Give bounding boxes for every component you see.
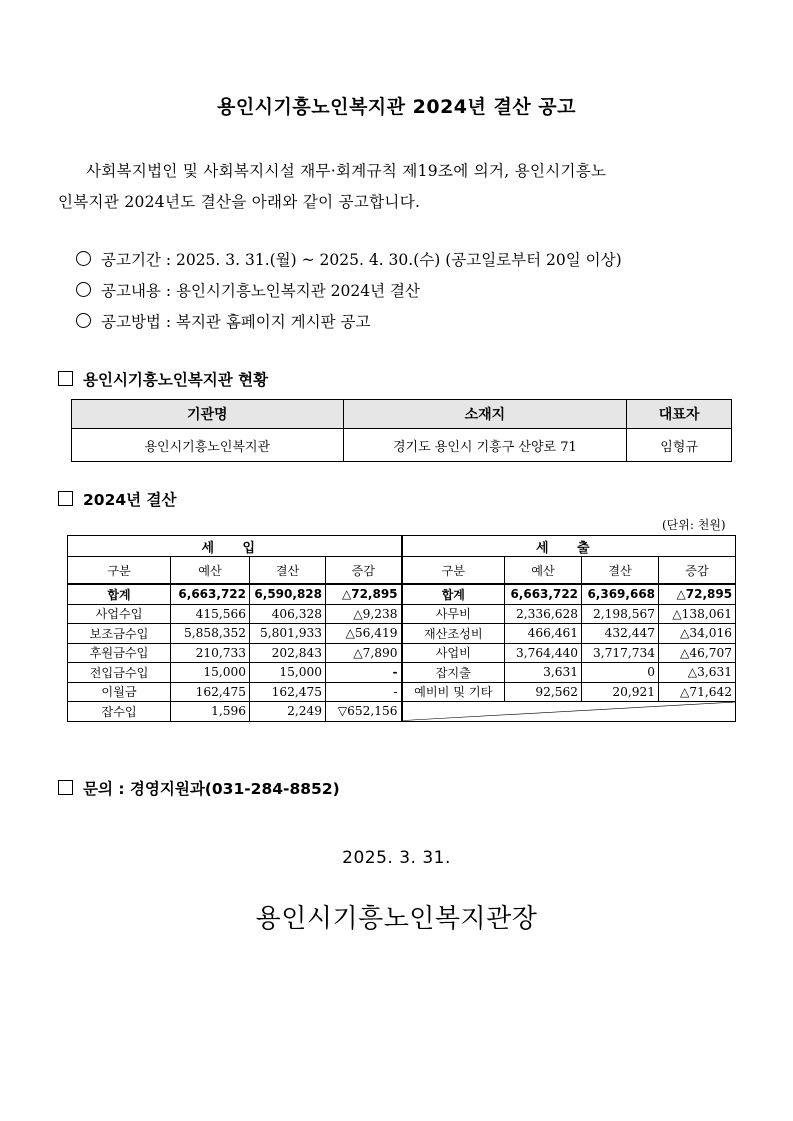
table-cell: 합계 — [68, 584, 171, 604]
income-header: 세 입 — [68, 536, 402, 557]
table-cell: 2,336,628 — [505, 604, 582, 624]
square-bullet-icon — [58, 491, 73, 506]
table-cell: 전입금수입 — [68, 663, 171, 683]
table-cell: 경기도 용인시 기흥구 산양로 71 — [343, 429, 627, 462]
column-header: 예산 — [505, 557, 582, 585]
column-header: 결산 — [250, 557, 326, 585]
table-cell: 사업비 — [402, 643, 505, 663]
table-row — [68, 624, 736, 644]
table-cell: △72,895 — [659, 584, 736, 604]
table-cell: △7,890 — [326, 643, 402, 663]
settlement-table — [67, 535, 736, 722]
table-cell: 3,717,734 — [582, 643, 659, 663]
table-cell: 후원금수입 — [68, 643, 171, 663]
table-cell: 용인시기흥노인복지관 — [72, 429, 344, 462]
diagonal-line — [403, 702, 736, 721]
column-header: 예산 — [171, 557, 250, 585]
header-cell: 기관명 — [72, 400, 344, 429]
intro-line-2: 인복지관 2024년도 결산을 아래와 같이 공고합니다. — [58, 193, 421, 211]
facility-heading: 용인시기흥노인복지관 현황 — [58, 368, 268, 390]
expense-header: 세 출 — [402, 536, 736, 557]
header-cell: 대표자 — [627, 400, 732, 429]
column-header: 결산 — [582, 557, 659, 585]
circle-bullet-icon — [76, 313, 91, 328]
table-cell: ▽652,156 — [326, 702, 402, 722]
bullet-text: 공고방법 : 복지관 홈페이지 게시판 공고 — [101, 313, 371, 331]
table-cell: 162,475 — [250, 682, 326, 702]
table-cell: 3,764,440 — [505, 643, 582, 663]
table-row — [68, 663, 736, 683]
table-cell: 202,843 — [250, 643, 326, 663]
group-header-row — [68, 536, 736, 557]
table-cell: △56,419 — [326, 624, 402, 644]
header-cell: 소재지 — [343, 400, 627, 429]
column-header: 구분 — [402, 557, 505, 585]
table-cell: 2,249 — [250, 702, 326, 722]
table-cell: △46,707 — [659, 643, 736, 663]
table-cell: 415,566 — [171, 604, 250, 624]
table-cell: 이월금 — [68, 682, 171, 702]
table-cell: 406,328 — [250, 604, 326, 624]
table-cell: 6,663,722 — [505, 584, 582, 604]
table-cell: 5,801,933 — [250, 624, 326, 644]
table-cell: △138,061 — [659, 604, 736, 624]
unit-label: (단위: 천원) — [662, 518, 726, 532]
table-cell: 사업수입 — [68, 604, 171, 624]
table-row — [68, 682, 736, 702]
table-cell: 합계 — [402, 584, 505, 604]
table-cell: △9,238 — [326, 604, 402, 624]
empty-diagonal-cell — [402, 702, 736, 722]
circle-bullet-icon — [76, 251, 91, 266]
column-header-row — [68, 557, 736, 585]
signer-title: 용인시기흥노인복지관장 — [255, 904, 538, 934]
contact-line: 문의 : 경영지원과(031-284-8852) — [58, 777, 340, 799]
table-cell: 5,858,352 — [171, 624, 250, 644]
bullet-text: 공고내용 : 용인시기흥노인복지관 2024년 결산 — [101, 282, 420, 300]
table-cell: △71,642 — [659, 682, 736, 702]
total-row — [68, 584, 736, 604]
table-cell: - — [326, 682, 402, 702]
table-cell: 6,663,722 — [171, 584, 250, 604]
table-cell: 3,631 — [505, 663, 582, 683]
table-cell: 사무비 — [402, 604, 505, 624]
table-cell: 예비비 및 기타 — [402, 682, 505, 702]
intro-line-1: 사회복지법인 및 사회복지시설 재무·회계규칙 제19조에 의거, 용인시기흥노 — [86, 162, 607, 180]
table-row — [68, 702, 736, 722]
settlement-heading: 2024년 결산 — [58, 488, 176, 510]
table-cell: △72,895 — [326, 584, 402, 604]
table-cell: 15,000 — [171, 663, 250, 683]
square-bullet-icon — [58, 780, 73, 795]
bullet-method — [76, 310, 370, 332]
table-cell: 432,447 — [582, 624, 659, 644]
table-cell: 6,590,828 — [250, 584, 326, 604]
table-header-row — [72, 400, 732, 429]
table-cell: 20,921 — [582, 682, 659, 702]
table-cell: 466,461 — [505, 624, 582, 644]
bullet-content — [76, 279, 420, 301]
table-cell: 재산조성비 — [402, 624, 505, 644]
table-cell: △34,016 — [659, 624, 736, 644]
column-header: 구분 — [68, 557, 171, 585]
column-header: 증감 — [326, 557, 402, 585]
table-cell: △3,631 — [659, 663, 736, 683]
notice-date: 2025. 3. 31. — [342, 848, 451, 868]
table-row — [72, 429, 732, 462]
square-bullet-icon — [58, 371, 73, 386]
circle-bullet-icon — [76, 282, 91, 297]
table-cell: 잡지출 — [402, 663, 505, 683]
facility-table — [71, 399, 732, 462]
table-cell: 15,000 — [250, 663, 326, 683]
table-cell: 162,475 — [171, 682, 250, 702]
table-cell: 0 — [582, 663, 659, 683]
table-cell: 210,733 — [171, 643, 250, 663]
page-title: 용인시기흥노인복지관 2024년 결산 공고 — [216, 96, 577, 118]
table-row — [68, 643, 736, 663]
bullet-period — [76, 248, 622, 270]
bullet-text: 공고기간 : 2025. 3. 31.(월) ~ 2025. 4. 30.(수) (공고일로부터 20일 이상) — [101, 251, 622, 269]
table-cell: 1,596 — [171, 702, 250, 722]
table-cell: 2,198,567 — [582, 604, 659, 624]
column-header: 증감 — [659, 557, 736, 585]
table-cell: - — [326, 663, 402, 683]
table-cell: 6,369,668 — [582, 584, 659, 604]
table-cell: 92,562 — [505, 682, 582, 702]
table-cell: 보조금수입 — [68, 624, 171, 644]
table-cell: 임형규 — [627, 429, 732, 462]
table-row — [68, 604, 736, 624]
table-cell: 잡수입 — [68, 702, 171, 722]
